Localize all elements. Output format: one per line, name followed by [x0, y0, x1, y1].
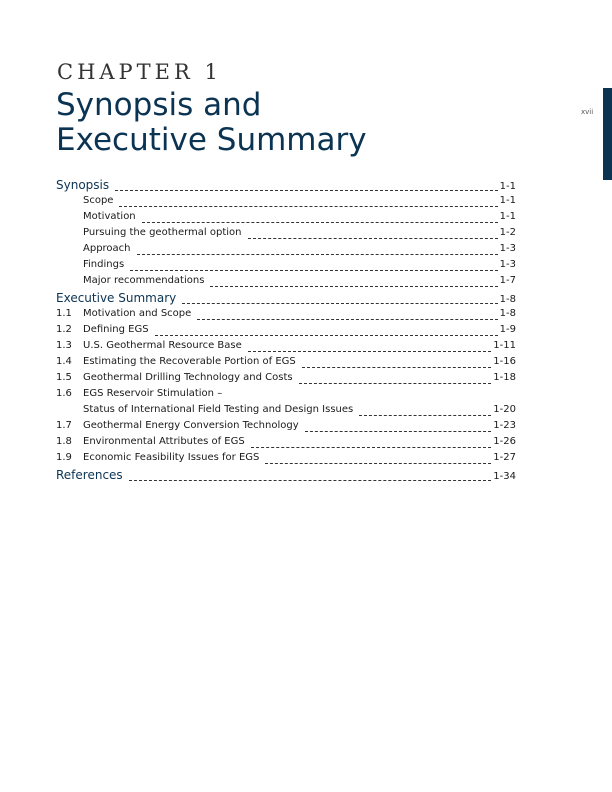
toc-entry-number: 1.2 [56, 324, 72, 335]
toc-entry[interactable] [56, 324, 516, 340]
toc-entry[interactable] [56, 436, 516, 452]
toc-entry[interactable] [56, 243, 516, 259]
toc-entry-number: 1.7 [56, 420, 72, 431]
toc-dot-leader [210, 286, 497, 287]
toc-entry-page: 1-1 [499, 181, 516, 192]
toc-entry[interactable] [56, 308, 516, 324]
toc-entry-page: 1-16 [493, 356, 516, 367]
chapter-label: CHAPTER 1 [57, 60, 222, 84]
toc-entry-number: 1.4 [56, 356, 72, 367]
toc-dot-leader [299, 383, 492, 384]
toc-entry-page: 1-20 [493, 404, 516, 415]
toc-dot-leader [119, 206, 497, 207]
toc-entry-page: 1-3 [499, 259, 516, 270]
toc-entry[interactable] [56, 195, 516, 211]
toc-entry-page: 1-1 [499, 195, 516, 206]
toc-entry-page: 1-34 [493, 471, 516, 482]
toc-dot-leader [248, 351, 492, 352]
toc-entry-title: References [56, 468, 123, 482]
toc-dot-leader [137, 254, 498, 255]
toc-entry[interactable] [56, 227, 516, 243]
toc-entry-number: 1.1 [56, 308, 72, 319]
toc-dot-leader [115, 190, 498, 191]
toc-dot-leader [248, 238, 498, 239]
toc-entry-number: 1.5 [56, 372, 72, 383]
toc-entry-page: 1-7 [499, 275, 516, 286]
toc-dot-leader [142, 222, 498, 223]
toc-dot-leader [251, 447, 492, 448]
toc-entry-title: Economic Feasibility Issues for EGS [83, 452, 260, 463]
toc-entry[interactable] [56, 452, 516, 468]
toc-entry[interactable] [56, 340, 516, 356]
toc-entry-number: 1.6 [56, 388, 72, 399]
toc-dot-leader [359, 415, 491, 416]
toc-entry[interactable] [56, 404, 516, 420]
toc-entry-page: 1-9 [499, 324, 516, 335]
toc-entry-page: 1-3 [499, 243, 516, 254]
toc-entry-page: 1-23 [493, 420, 516, 431]
toc-entry-title: Approach [83, 243, 131, 254]
toc-dot-leader [305, 431, 492, 432]
toc-entry[interactable] [56, 291, 516, 308]
toc-entry-title: Major recommendations [83, 275, 205, 286]
toc-entry[interactable] [56, 211, 516, 227]
toc-dot-leader [155, 335, 498, 336]
toc-entry-page: 1-2 [499, 227, 516, 238]
toc-entry[interactable] [56, 275, 516, 291]
toc-entry-title: Findings [83, 259, 125, 270]
toc-entry[interactable] [56, 259, 516, 275]
toc-entry-title: Scope [83, 195, 114, 206]
toc-entry-title: Estimating the Recoverable Portion of EGS [83, 356, 296, 367]
toc-entry-title: Geothermal Energy Conversion Technology [83, 420, 299, 431]
page-number: xvii [581, 108, 594, 116]
toc-entry-page: 1-11 [493, 340, 516, 351]
toc-entry-page: 1-1 [499, 211, 516, 222]
table-of-contents [56, 178, 516, 485]
toc-entry-page: 1-26 [493, 436, 516, 447]
toc-entry-page: 1-8 [499, 308, 516, 319]
page-title [56, 88, 367, 158]
toc-entry-title: Environmental Attributes of EGS [83, 436, 245, 447]
toc-entry-page: 1-8 [499, 294, 516, 305]
toc-entry[interactable] [56, 356, 516, 372]
toc-dot-leader [182, 303, 497, 304]
toc-entry-page: 1-18 [493, 372, 516, 383]
title-line-1: Synopsis and [56, 87, 262, 123]
toc-entry-title: Geothermal Drilling Technology and Costs [83, 372, 293, 383]
toc-dot-leader [129, 480, 492, 481]
toc-entry-title: Synopsis [56, 178, 110, 192]
toc-entry-number: 1.9 [56, 452, 72, 463]
toc-entry-title: U.S. Geothermal Resource Base [83, 340, 242, 351]
toc-entry-number: 1.3 [56, 340, 72, 351]
toc-entry-title: Defining EGS [83, 324, 149, 335]
toc-dot-leader [197, 319, 497, 320]
toc-entry-title: Executive Summary [56, 291, 177, 305]
toc-entry[interactable] [56, 468, 516, 485]
toc-entry-title: EGS Reservoir Stimulation – [83, 388, 223, 399]
toc-dot-leader [130, 270, 497, 271]
toc-entry-title: Motivation [83, 211, 136, 222]
toc-dot-leader [302, 367, 492, 368]
chapter-side-tab [603, 88, 612, 180]
toc-entry-title: Motivation and Scope [83, 308, 192, 319]
toc-entry[interactable] [56, 372, 516, 388]
toc-entry[interactable] [56, 178, 516, 195]
title-line-2: Executive Summary [56, 122, 367, 158]
toc-entry[interactable] [56, 388, 516, 404]
toc-entry-title: Status of International Field Testing and Design Issues [83, 404, 354, 415]
toc-entry-title: Pursuing the geothermal option [83, 227, 242, 238]
toc-entry-number: 1.8 [56, 436, 72, 447]
toc-entry[interactable] [56, 420, 516, 436]
toc-dot-leader [265, 463, 491, 464]
toc-entry-page: 1-27 [493, 452, 516, 463]
